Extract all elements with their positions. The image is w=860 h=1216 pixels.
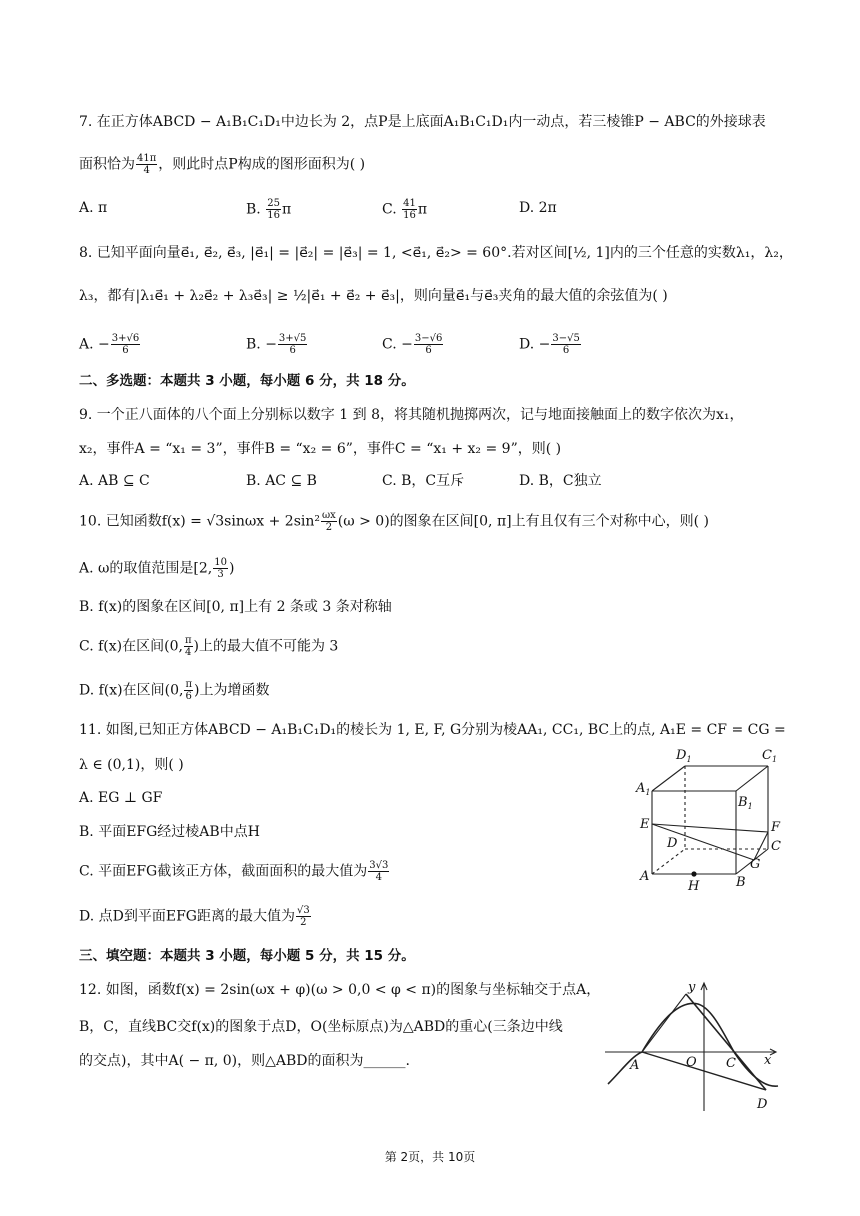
q9-options	[79, 471, 779, 491]
label-c: C	[771, 839, 781, 854]
q9-line1: 9. 一个正八面体的八个面上分别标以数字 1 到 8，将其随机抛掷两次，记与地面接触面上的数字依次为x₁，	[79, 407, 744, 423]
label-b1: $B_1$	[738, 795, 753, 811]
label-o: O	[686, 1055, 697, 1070]
cube-figure	[630, 744, 790, 894]
q7-line2: 面积恰为 $\frac{41\pi}{4}$ ，则此时点P构成的图形面积为( )	[79, 153, 366, 176]
q7-options	[79, 198, 779, 221]
label-a: A	[640, 869, 650, 884]
q11-option-d: D. 点D到平面EFG距离的最大值为 $\frac{√3}{2}$	[79, 905, 310, 928]
q11-option-c: C. 平面EFG截该正方体，截面面积的最大值为 $\frac{3√3}{4}$	[79, 860, 389, 883]
label-d: D	[667, 836, 678, 851]
q7-fraction: $\frac{41\pi}{4}$	[137, 153, 157, 176]
q11-line1: 11. 如图,已知正方体ABCD − A₁B₁C₁D₁的棱长为 1, E, F, G分别为棱AA₁, CC₁, BC上的点, A₁E = CF = CG =	[79, 722, 786, 738]
label-f: F	[771, 820, 781, 835]
label-a1: $A_1$	[636, 781, 651, 797]
section-multiple-choice-heading: 二、多选题：本题共 3 小题，每小题 6 分，共 18 分。	[79, 373, 415, 389]
q7-option-a: A. π	[79, 200, 108, 216]
q10-option-d: D. f(x)在区间(0, $\frac{\pi}{6}$ )上为增函数	[79, 679, 270, 702]
q11-line2: λ ∈ (0,1)，则( )	[79, 757, 184, 773]
q9-option-a: A. AB ⊆ C	[79, 473, 150, 489]
label-b: B	[736, 875, 746, 890]
q10-option-b: B. f(x)的图象在区间[0, π]上有 2 条或 3 条对称轴	[79, 599, 392, 615]
q12-line3: 的交点)，其中A( − π, 0)，则△ABD的面积为______.	[79, 1053, 410, 1069]
q7-line1: 7. 在正方体ABCD − A₁B₁C₁D₁中边长为 2，点P是上底面A₁B₁C₁D₁内一动点，若三棱锥P − ABC的外接球表	[79, 114, 766, 130]
label-g: G	[750, 857, 761, 872]
q8-option-d: D. − $\frac{3-√5}{6}$	[519, 333, 580, 356]
section-fill-in-heading: 三、填空题：本题共 3 小题，每小题 5 分，共 15 分。	[79, 948, 415, 964]
label-c1: $C_1$	[762, 748, 778, 764]
q12-line2: B，C，直线BC交f(x)的图象于点D，O(坐标原点)为△ABD的重心(三条边中线	[79, 1019, 563, 1035]
label-c: C	[726, 1056, 736, 1071]
q9-line2: x₂，事件A = “x₁ = 3”，事件B = “x₂ = 6”，事件C = “x₁ + x₂ = 9”，则( )	[79, 441, 562, 457]
label-d1: $D_1$	[676, 748, 692, 764]
q10-option-a: A. ω的取值范围是[2, $\frac{10}{3}$ )	[79, 557, 235, 580]
label-d: D	[757, 1097, 768, 1112]
q11-option-b: B. 平面EFG经过棱AB中点H	[79, 824, 260, 840]
q9-option-b: B. AC ⊆ B	[246, 473, 317, 489]
q8-option-c: C. − $\frac{3-√6}{6}$	[382, 333, 443, 356]
q10-option-c: C. f(x)在区间(0, $\frac{\pi}{4}$ )上的最大值不可能为 3	[79, 635, 339, 658]
q9-option-c: C. B，C互斥	[382, 473, 465, 489]
point-h-marker	[691, 871, 696, 876]
q7-option-d: D. 2π	[519, 200, 557, 216]
q8-option-a: A. − $\frac{3+√6}{6}$	[79, 333, 140, 356]
q8-line2: λ₃，都有|λ₁e⃗₁ + λ₂e⃗₂ + λ₃e⃗₃| ≥ ½|e⃗₁ + e⃗₂ + e⃗₃|，则向量e⃗₁与e⃗₃夹角的最大值的余弦值为( )	[79, 288, 668, 304]
q8-line1: 8. 已知平面向量e⃗₁, e⃗₂, e⃗₃, |e⃗₁| = |e⃗₂| = |e⃗₃| = 1, <e⃗₁, e⃗₂> = 60°.若对区间[½, 1]内的三个任意的实数λ₁，λ₂，	[79, 245, 793, 261]
label-x: x	[764, 1053, 772, 1068]
line-bd	[686, 994, 766, 1090]
q8-option-b: B. − $\frac{3+√5}{6}$	[246, 333, 307, 356]
q8-options	[79, 333, 779, 356]
label-a: A	[630, 1058, 640, 1073]
label-e: E	[640, 817, 650, 832]
page-footer: 第 2页，共 10页	[384, 1150, 476, 1164]
q9-option-d: D. B，C独立	[519, 473, 602, 489]
q10-stem: 10. 已知函数f(x) = √3sinωx + 2sin² $\frac{\omega x}{2}$ (ω > 0)的图象在区间[0, π]上有且仅有三个对称中心，则( )	[79, 510, 709, 533]
q7-option-b: B. $\frac{25}{16}$ π	[246, 198, 292, 221]
line-ab	[642, 994, 686, 1052]
label-y: y	[688, 980, 696, 995]
label-h: H	[688, 879, 700, 894]
sine-graph-figure	[600, 978, 785, 1118]
q7-option-c: C. $\frac{41}{16}$ π	[382, 198, 428, 221]
q12-line1: 12. 如图，函数f(x) = 2sin(ωx + φ)(ω > 0,0 < φ < π)的图象与坐标轴交于点A，	[79, 982, 601, 998]
q11-option-a: A. EG ⊥ GF	[79, 790, 163, 806]
